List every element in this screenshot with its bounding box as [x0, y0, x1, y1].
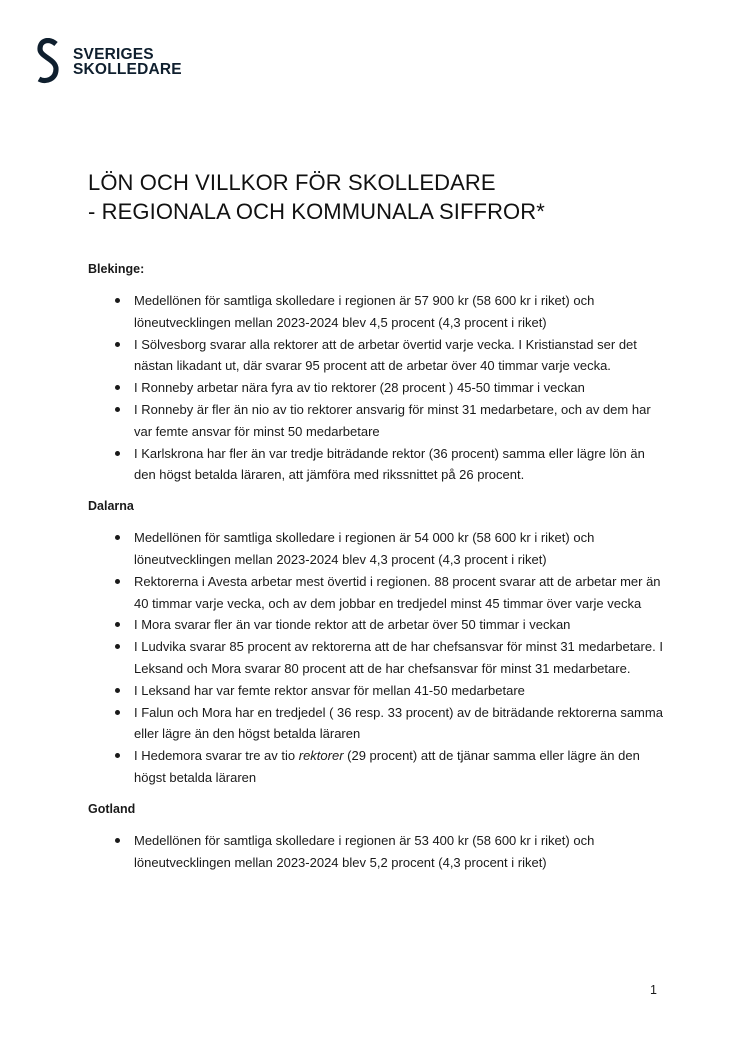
hedemora-text-before: I Hedemora svarar tre av tio — [134, 748, 299, 764]
logo-wordmark — [73, 47, 182, 77]
region-heading-gotland: Gotland — [88, 801, 136, 816]
logo-line-1: SVERIGES — [73, 46, 154, 63]
title-line-2: - REGIONALA OCH KOMMUNALA SIFFROR* — [88, 199, 545, 224]
list-item: I Falun och Mora har en tredjedel ( 36 resp. 33 procent) av de biträdande rektorerna samma eller lägre än den högst betalda läraren — [88, 702, 668, 746]
list-item: I Leksand har var femte rektor ansvar för mellan 41-50 medarbetare — [88, 680, 668, 702]
list-item: I Mora svarar fler än var tionde rektor att de arbetar över 50 timmar i veckan — [88, 614, 668, 636]
sveriges-skolledare-s-logo-icon — [36, 38, 60, 86]
list-item: I Ronneby är fler än nio av tio rektorer ansvarig för minst 31 medarbetare, och av dem har var femte ansvar för minst 50 medarbetare — [88, 399, 668, 443]
page-title — [88, 168, 545, 226]
list-item: Medellönen för samtliga skolledare i regionen är 53 400 kr (58 600 kr i riket) och löneutvecklingen mellan 2023-2024 blev 5,2 procent (4,3 procent i riket) — [88, 830, 668, 874]
list-item: Medellönen för samtliga skolledare i regionen är 54 000 kr (58 600 kr i riket) och löneutvecklingen mellan 2023-2024 blev 4,3 procent (4,3 procent i riket) — [88, 527, 668, 571]
page-number: 1 — [650, 983, 657, 997]
logo-line-2: SKOLLEDARE — [73, 61, 182, 78]
region-heading-blekinge: Blekinge: — [88, 262, 145, 276]
brand-logo — [36, 38, 182, 86]
dalarna-list — [88, 527, 668, 789]
list-item: I Ronneby arbetar nära fyra av tio rektorer (28 procent ) 45-50 timmar i veckan — [88, 377, 668, 399]
list-item: I Ludvika svarar 85 procent av rektorerna att de har chefsansvar för minst 31 medarbetare. I Leksand och Mora svarar 80 procent att de har chefsansvar för minst 31 medarbetare. — [88, 636, 668, 680]
region-heading-dalarna: Dalarna — [88, 499, 134, 514]
list-item: Medellönen för samtliga skolledare i regionen är 57 900 kr (58 600 kr i riket) och löneutvecklingen mellan 2023-2024 blev 4,5 procent (4,3 procent i riket) — [88, 290, 668, 334]
list-item: I Karlskrona har fler än var tredje biträdande rektor (36 procent) samma eller lägre lön än den högst betalda läraren, att jämföra med rikssnittet på 26 procent. — [88, 443, 668, 487]
list-item: Rektorerna i Avesta arbetar mest övertid i regionen. 88 procent svarar att de arbetar mer än 40 timmar varje vecka, och av dem jobbar en tredjedel minst 45 timmar över varje vecka — [88, 571, 668, 615]
document-body — [88, 259, 668, 883]
gotland-list — [88, 830, 668, 874]
hedemora-text-after: (29 procent) att de tjänar samma eller lägre än den högst betalda läraren — [134, 748, 640, 785]
hedemora-emphasis: rektorer — [298, 748, 344, 764]
list-item-hedemora — [88, 745, 668, 789]
title-line-1: LÖN OCH VILLKOR FÖR SKOLLEDARE — [88, 170, 496, 195]
list-item: I Sölvesborg svarar alla rektorer att de arbetar övertid varje vecka. I Kristianstad ser det nästan likadant ut, där svarar 95 procent att de arbetar över 40 timmar varje vecka. — [88, 334, 668, 378]
blekinge-list — [88, 290, 668, 486]
